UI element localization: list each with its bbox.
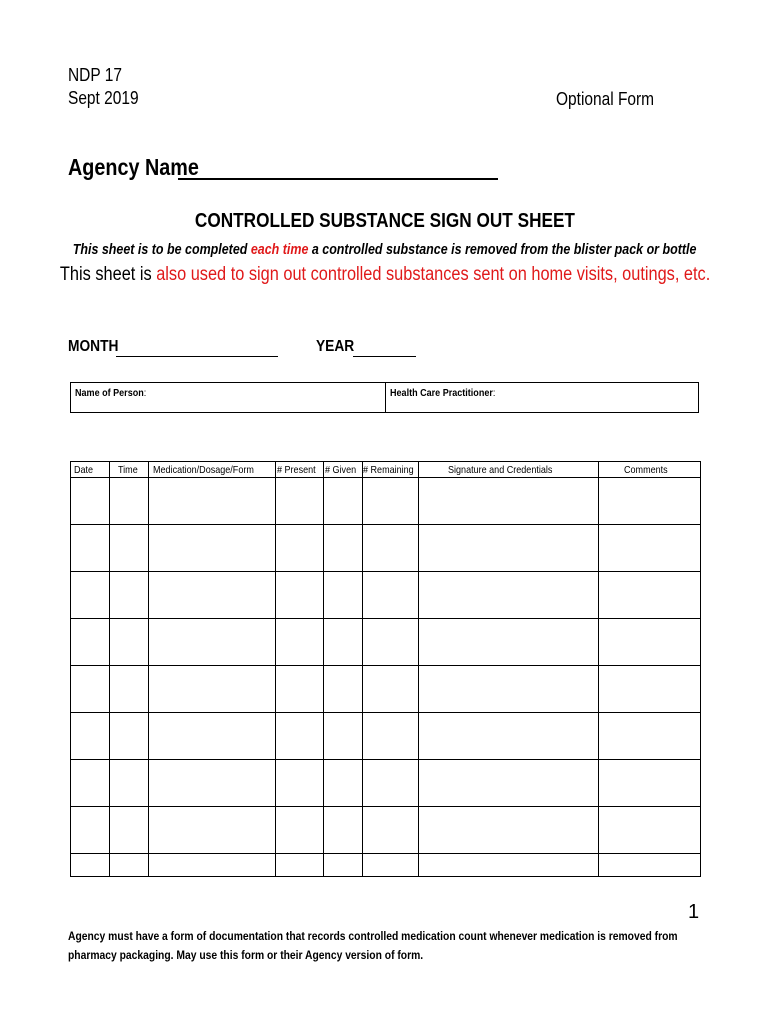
table-cell[interactable] bbox=[110, 619, 149, 666]
table-cell[interactable] bbox=[149, 666, 276, 713]
health-care-practitioner-colon: : bbox=[492, 387, 496, 399]
instruction-2-before: This sheet is bbox=[59, 264, 157, 285]
table-cell[interactable] bbox=[363, 854, 419, 877]
table-cell[interactable] bbox=[363, 619, 419, 666]
table-row bbox=[71, 666, 701, 713]
table-row bbox=[71, 525, 701, 572]
instruction-completion-text bbox=[73, 242, 697, 258]
table-cell[interactable] bbox=[71, 478, 110, 525]
table-row bbox=[71, 572, 701, 619]
table-cell[interactable] bbox=[324, 666, 363, 713]
col-header-comments bbox=[599, 462, 701, 478]
table-cell[interactable] bbox=[71, 713, 110, 760]
year-field[interactable] bbox=[353, 356, 416, 357]
table-cell[interactable] bbox=[71, 572, 110, 619]
instruction-usage bbox=[0, 264, 770, 286]
table-cell[interactable] bbox=[419, 713, 599, 760]
table-cell[interactable] bbox=[276, 525, 324, 572]
table-cell[interactable] bbox=[110, 525, 149, 572]
table-cell[interactable] bbox=[71, 760, 110, 807]
year-label-text: YEAR bbox=[316, 338, 355, 355]
col-header-comments-text: Comments bbox=[624, 463, 668, 476]
table-cell[interactable] bbox=[324, 525, 363, 572]
table-cell[interactable] bbox=[363, 478, 419, 525]
table-row bbox=[71, 619, 701, 666]
agency-name-label bbox=[68, 154, 220, 181]
table-cell[interactable] bbox=[363, 807, 419, 854]
form-code: NDP 17 bbox=[68, 65, 122, 85]
table-cell[interactable] bbox=[71, 666, 110, 713]
footer-note: Agency must have a form of documentation that records controlled medication count whenever medication is removed from pharmacy packaging. May use this form or their Agency version of form. bbox=[68, 929, 678, 962]
table-row bbox=[71, 807, 701, 854]
table-cell[interactable] bbox=[419, 666, 599, 713]
month-label bbox=[68, 338, 127, 356]
table-cell[interactable] bbox=[149, 854, 276, 877]
instruction-1-after: a controlled substance is removed from the blister pack or bottle bbox=[308, 242, 697, 258]
table-cell[interactable] bbox=[276, 807, 324, 854]
table-row bbox=[71, 760, 701, 807]
table-cell[interactable] bbox=[276, 713, 324, 760]
table-cell[interactable] bbox=[110, 666, 149, 713]
form-type-label bbox=[556, 89, 670, 110]
table-row bbox=[71, 713, 701, 760]
col-header-present-text: # Present bbox=[277, 463, 316, 476]
table-cell[interactable] bbox=[324, 572, 363, 619]
table-row bbox=[71, 854, 701, 877]
table-cell[interactable] bbox=[149, 478, 276, 525]
table-cell[interactable] bbox=[599, 525, 701, 572]
col-header-present bbox=[276, 462, 324, 478]
log-table-body bbox=[71, 478, 701, 877]
month-field[interactable] bbox=[116, 356, 278, 357]
col-header-time bbox=[110, 462, 149, 478]
col-header-date-text: Date bbox=[74, 463, 94, 476]
table-cell[interactable] bbox=[324, 619, 363, 666]
sign-out-log-table bbox=[70, 461, 701, 877]
name-of-person-label bbox=[75, 387, 146, 399]
col-header-date bbox=[71, 462, 110, 478]
table-cell[interactable] bbox=[324, 760, 363, 807]
table-cell[interactable] bbox=[149, 525, 276, 572]
col-header-signature bbox=[419, 462, 599, 478]
table-cell[interactable] bbox=[110, 854, 149, 877]
table-cell[interactable] bbox=[419, 854, 599, 877]
table-cell[interactable] bbox=[110, 713, 149, 760]
table-cell[interactable] bbox=[276, 572, 324, 619]
col-header-time-text: Time bbox=[117, 463, 138, 476]
table-cell[interactable] bbox=[71, 525, 110, 572]
table-cell[interactable] bbox=[276, 478, 324, 525]
instruction-1-before: This sheet is to be completed bbox=[73, 242, 252, 258]
table-cell[interactable] bbox=[599, 619, 701, 666]
year-label bbox=[316, 338, 360, 356]
instruction-2-highlight: also used to sign out controlled substances sent on home visits, outings, etc. bbox=[156, 264, 711, 285]
table-cell[interactable] bbox=[149, 619, 276, 666]
table-cell[interactable] bbox=[324, 713, 363, 760]
table-cell[interactable] bbox=[363, 572, 419, 619]
col-header-remaining-text: # Remaining bbox=[363, 463, 414, 476]
health-care-practitioner-text: Health Care Practitioner bbox=[390, 387, 493, 399]
agency-name-field[interactable] bbox=[178, 178, 498, 180]
name-of-person-text: Name of Person bbox=[75, 387, 144, 399]
table-cell[interactable] bbox=[599, 760, 701, 807]
table-cell[interactable] bbox=[599, 478, 701, 525]
table-cell[interactable] bbox=[324, 478, 363, 525]
table-cell[interactable] bbox=[419, 807, 599, 854]
table-cell[interactable] bbox=[149, 760, 276, 807]
table-row bbox=[71, 478, 701, 525]
col-header-remaining bbox=[363, 462, 419, 478]
instruction-completion bbox=[0, 242, 770, 258]
table-cell[interactable] bbox=[110, 572, 149, 619]
month-label-text: MONTH bbox=[68, 338, 119, 355]
table-cell[interactable] bbox=[276, 619, 324, 666]
table-cell[interactable] bbox=[599, 807, 701, 854]
table-cell[interactable] bbox=[110, 807, 149, 854]
table-cell[interactable] bbox=[419, 525, 599, 572]
table-cell[interactable] bbox=[363, 525, 419, 572]
instruction-usage-text bbox=[60, 264, 710, 286]
table-cell[interactable] bbox=[363, 713, 419, 760]
health-care-practitioner-label bbox=[390, 387, 495, 399]
table-cell[interactable] bbox=[110, 760, 149, 807]
form-date: Sept 2019 bbox=[68, 88, 139, 108]
page-title bbox=[0, 210, 770, 233]
table-cell[interactable] bbox=[71, 807, 110, 854]
table-cell[interactable] bbox=[71, 619, 110, 666]
col-header-medication bbox=[149, 462, 276, 478]
table-cell[interactable] bbox=[599, 666, 701, 713]
table-cell[interactable] bbox=[324, 854, 363, 877]
col-header-given-text: # Given bbox=[324, 463, 357, 476]
form-id-block bbox=[68, 64, 150, 110]
table-cell[interactable] bbox=[149, 713, 276, 760]
table-cell[interactable] bbox=[71, 854, 110, 877]
table-cell[interactable] bbox=[276, 854, 324, 877]
table-cell[interactable] bbox=[110, 478, 149, 525]
table-cell[interactable] bbox=[599, 713, 701, 760]
title-text: CONTROLLED SUBSTANCE SIGN OUT SHEET bbox=[194, 210, 576, 232]
table-cell[interactable] bbox=[419, 760, 599, 807]
table-cell[interactable] bbox=[419, 619, 599, 666]
name-of-person-colon: : bbox=[143, 387, 147, 399]
table-cell[interactable] bbox=[419, 572, 599, 619]
person-info-divider bbox=[385, 382, 386, 413]
table-cell[interactable] bbox=[276, 760, 324, 807]
table-cell[interactable] bbox=[149, 807, 276, 854]
table-cell[interactable] bbox=[419, 478, 599, 525]
health-care-practitioner-field bbox=[390, 387, 513, 399]
table-cell[interactable] bbox=[276, 666, 324, 713]
agency-label-text: Agency Name bbox=[68, 154, 199, 180]
instruction-1-highlight: each time bbox=[251, 242, 309, 258]
table-cell[interactable] bbox=[363, 760, 419, 807]
table-cell[interactable] bbox=[599, 572, 701, 619]
table-cell[interactable] bbox=[324, 807, 363, 854]
col-header-given bbox=[324, 462, 363, 478]
name-of-person-field bbox=[75, 387, 158, 399]
table-cell[interactable] bbox=[599, 854, 701, 877]
form-type-text: Optional Form bbox=[556, 89, 655, 109]
table-header-row bbox=[71, 462, 701, 478]
table-cell[interactable] bbox=[363, 666, 419, 713]
table-cell[interactable] bbox=[149, 572, 276, 619]
col-header-signature-text: Signature and Credentials bbox=[447, 463, 553, 476]
page-number: 1 bbox=[688, 901, 700, 923]
col-header-medication-text: Medication/Dosage/Form bbox=[153, 463, 255, 476]
